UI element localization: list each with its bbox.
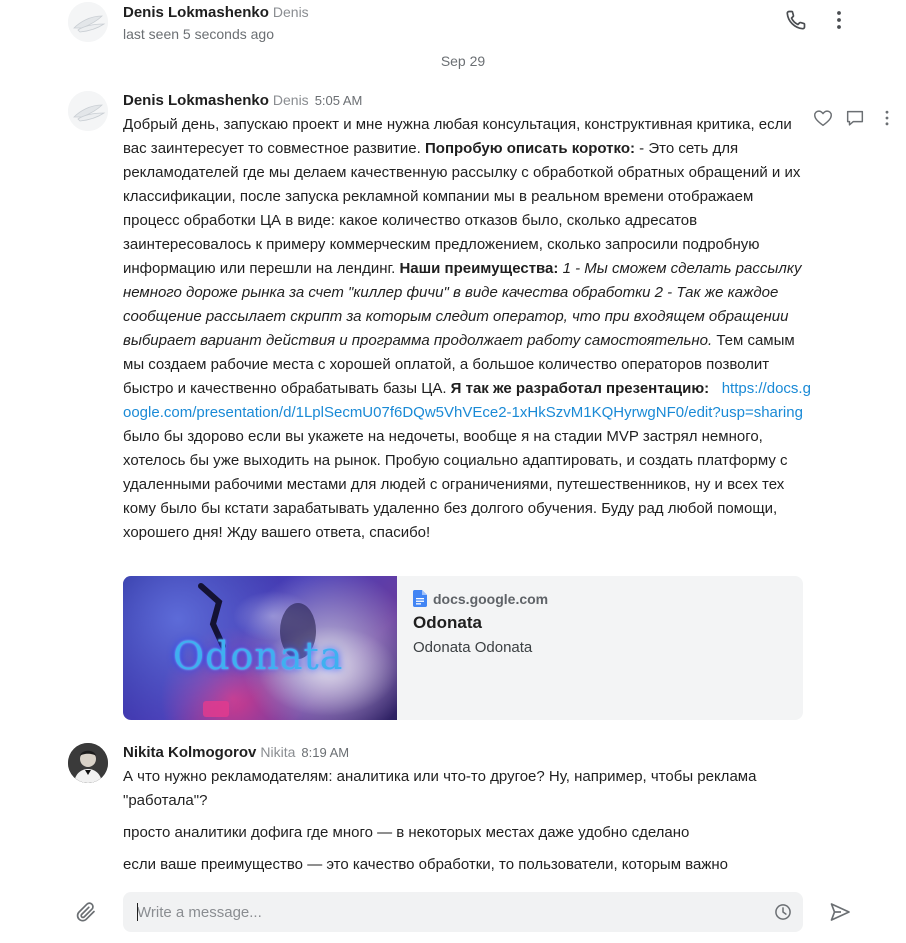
preview-description: Odonata Odonata: [413, 639, 533, 656]
sender-name[interactable]: Denis Lokmashenko: [123, 92, 269, 109]
bold-segment: Я так же разработал презентацию:: [450, 380, 710, 397]
preview-image: [123, 576, 397, 720]
paperclip-icon: [74, 900, 98, 924]
preview-image-text: Odonata: [173, 634, 344, 678]
text-segment: было бы здорово если вы укажете на недочеты, вообще я на стадии MVP застрял немного, хотелось бы уже выходить на рынок. Пробую социально адаптировать, и создать платформу с удаленными рабочими местами для людей с ограничениями, путешественников, ну и всех тех кому было бы кстати зарабатывать удаленно без долгого обучения. Буду рад любой помощи, хорошего дня! Жду вашего ответа, спасибо!: [123, 428, 788, 541]
text-segment: - Это сеть для рекламодателей где мы делаем качественную рассылку с обработкой обратных обращений и их классификации, после запуска рекламной компании мы в реальном времени отображаем процесс обработки ЦА в виде: какое количество отказов было, сколько адресатов заинтересовалось к примеру коммерческим предложением, сколько запросили подробную информацию или перешли на лендинг.: [123, 140, 801, 277]
heart-icon: [812, 107, 834, 129]
react-button[interactable]: [810, 105, 836, 131]
clock-icon: [773, 902, 793, 922]
message-header: [123, 743, 349, 762]
call-button[interactable]: [782, 6, 810, 34]
message-actions: [810, 105, 900, 131]
italic-segment: 1 - Мы сможем сделать рассылку немного дороже рынка за счет "киллер фичи" в виде качества обработки 2 - Так же каждое сообщение рассылает скрипт за которым следит оператор, что при входящем обращении выбирает вариант действия и программа продолжает работу самостоятельно.: [123, 260, 802, 349]
avatar[interactable]: [68, 2, 108, 42]
avatar[interactable]: [68, 91, 108, 131]
contact-username: Denis: [272, 4, 309, 20]
bold-segment: Попробую описать коротко:: [425, 140, 635, 157]
message-input-wrapper: [123, 892, 803, 932]
comment-icon: [844, 107, 866, 129]
phone-icon: [784, 8, 808, 32]
bold-segment: Наши преимущества:: [399, 260, 559, 277]
message-text: А что нужно рекламодателям: аналитика или что-то другое? Ну, например, чтобы реклама "работала"?: [123, 768, 757, 809]
text-segment: Тем самым мы создаем рабочие места с хорошей оплатой, а большое количество операторов позволит быстро и качественно обрабатывать базы ЦА.: [123, 332, 795, 397]
more-options-button[interactable]: [825, 6, 853, 34]
message-composer: [0, 890, 906, 943]
contact-status: last seen 5 seconds ago: [123, 26, 274, 42]
more-vertical-icon: [877, 108, 897, 128]
sender-name[interactable]: Nikita Kolmogorov: [123, 744, 257, 761]
message-time: 5:05 AM: [314, 93, 363, 108]
message-text: просто аналитики дофига где много — в некоторых местах даже удобно сделано: [123, 824, 690, 841]
avatar[interactable]: [68, 743, 108, 783]
contact-name: Denis Lokmashenko: [123, 4, 269, 21]
link-preview-card[interactable]: [123, 576, 803, 720]
message-group: [0, 743, 906, 883]
message-text: [123, 113, 813, 545]
text-segment: Добрый день, запускаю проект и мне нужна любая консультация, конструктивная критика, если вас заинтересует то совместное развитие.: [123, 116, 792, 157]
reply-in-thread-button[interactable]: [842, 105, 868, 131]
sender-username: Nikita: [260, 744, 296, 760]
more-vertical-icon: [827, 8, 851, 32]
chat-header: [0, 0, 906, 48]
message-more-button[interactable]: [874, 105, 900, 131]
attach-button[interactable]: [72, 898, 100, 926]
preview-domain: [413, 590, 548, 607]
date-separator: Sep 29: [440, 53, 486, 69]
preview-title: Odonata: [413, 613, 482, 632]
message-time: 8:19 AM: [301, 745, 350, 760]
message-header: [123, 91, 362, 110]
preview-domain-text: docs.google.com: [433, 590, 549, 607]
send-button[interactable]: [826, 898, 854, 926]
text-caret: [137, 903, 138, 921]
send-icon: [828, 900, 852, 924]
presentation-link[interactable]: https://docs.google.com/presentation/d/1LplSecmU07f6DQw5VhVEce2-1xHkSzvM1KQHyrwgNF0/edit?usp=sharing: [123, 380, 811, 421]
google-docs-icon: [413, 590, 427, 607]
sender-username: Denis: [272, 92, 309, 108]
message-text: если ваше преимущество — это качество обработки, то пользователи, которым важно: [123, 856, 728, 873]
contact-name-line[interactable]: [123, 4, 309, 21]
message-input[interactable]: [137, 892, 757, 932]
schedule-button[interactable]: [771, 900, 795, 924]
